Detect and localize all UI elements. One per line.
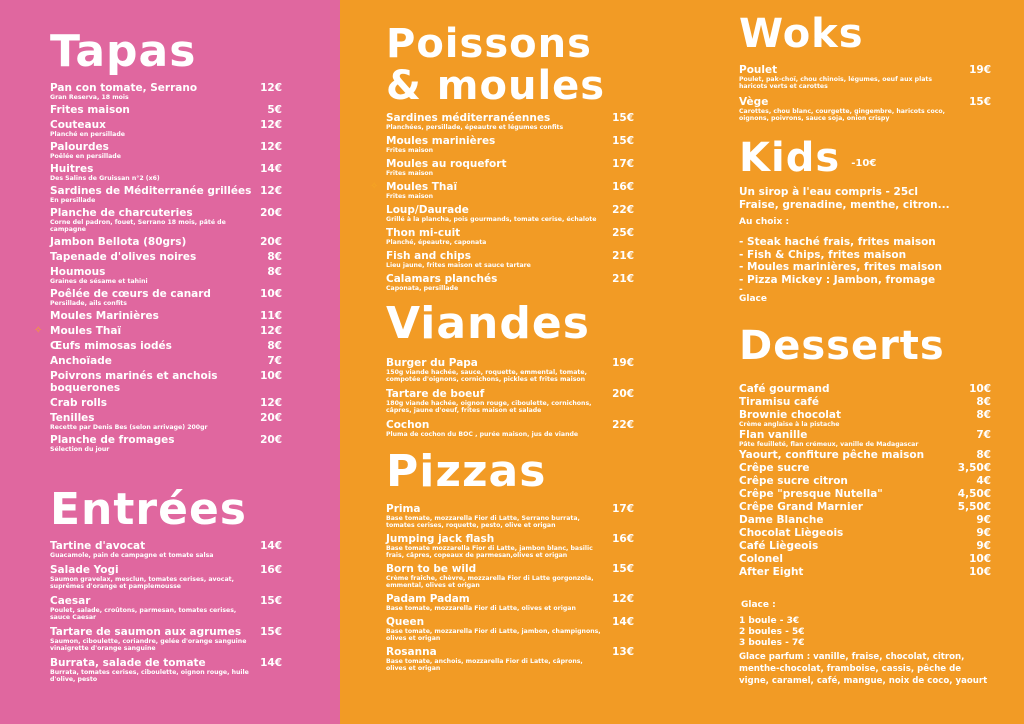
item-price: 11€ — [260, 310, 282, 322]
item-description: Planché en persillade — [50, 131, 125, 138]
item-name: Tenilles — [50, 412, 95, 424]
item-name: Dame Blanche — [739, 514, 824, 526]
item-description: Planchées, persillade, épeautre et légumes confits — [386, 124, 564, 131]
item-name: Burrata, salade de tomate — [50, 657, 206, 669]
menu-item — [50, 370, 282, 394]
item-name: Crêpe "presque Nutella" — [739, 488, 883, 500]
desserts-title: Desserts — [739, 323, 945, 369]
item-name: Born to be wild — [386, 563, 477, 575]
menu-item — [739, 429, 991, 448]
kids-price: -10€ — [851, 158, 877, 169]
menu-item — [50, 340, 282, 352]
item-price: 8€ — [267, 266, 282, 278]
item-description: Des Salins de Gruissan n°2 (x6) — [50, 175, 160, 182]
kids-dot: - — [739, 285, 743, 295]
item-description: Base tomate, mozzarella Fior di Latte, jambon, champignons, olives et origan — [386, 628, 601, 642]
menu-item — [34, 325, 282, 337]
item-description: 150g viande hachée, sauce, roquette, emmental, tomate, compotée d'oignons, cornichons, pickles et frites maison — [386, 369, 587, 383]
tapas-list — [34, 82, 282, 453]
item-name: Rosanna — [386, 646, 437, 658]
item-name: Houmous — [50, 266, 106, 278]
kids-option: - Steak haché frais, frites maison — [739, 236, 936, 248]
menu-item — [739, 96, 991, 122]
item-description: Poêlée en persillade — [50, 153, 121, 160]
item-description: Sélection du jour — [50, 446, 110, 453]
marker-icon: ✧ — [370, 181, 379, 192]
item-description: Caponata, persillade — [386, 285, 459, 292]
poissons-title-2: & moules — [386, 63, 606, 109]
item-price: 15€ — [612, 112, 634, 124]
item-name: Tartare de saumon aux agrumes — [50, 626, 242, 638]
item-price: 12€ — [260, 397, 282, 409]
item-price: 5,50€ — [957, 501, 991, 513]
item-description: Base tomate mozzarella Fior di Latte, jambon blanc, basilic frais, câpres, copeaux de parmesan,olives et origan — [386, 545, 593, 559]
item-name: Café Liègeois — [739, 540, 819, 552]
menu-item — [739, 553, 991, 565]
item-name: Prima — [386, 503, 421, 515]
item-description: Frites maison — [386, 170, 434, 177]
item-name: Moules marinières — [386, 135, 496, 147]
item-price: 17€ — [612, 503, 634, 515]
menu-item — [50, 540, 282, 559]
menu-item — [739, 475, 991, 487]
item-price: 12€ — [260, 141, 282, 153]
marker-icon: ✧ — [34, 325, 43, 336]
item-price: 15€ — [612, 135, 634, 147]
item-name: Crab rolls — [50, 397, 107, 409]
woks-title: Woks — [739, 11, 864, 57]
item-price: 19€ — [612, 357, 634, 369]
menu-item — [50, 412, 282, 431]
menu-item — [386, 135, 634, 154]
item-name: Salade Yogi — [50, 564, 119, 576]
item-description: Frites maison — [386, 147, 434, 154]
kids-line-1: Un sirop à l'eau compris - 25cl — [739, 186, 918, 198]
menu-item — [739, 527, 991, 539]
kids-option: - Pizza Mickey : Jambon, fromage — [739, 273, 936, 286]
item-name: Sardines méditerranéennes — [386, 112, 551, 124]
menu-item — [386, 533, 634, 559]
item-price: 12€ — [260, 82, 282, 94]
column-middle — [370, 0, 634, 672]
viandes-list — [386, 357, 634, 443]
item-description: Pâte feuilleté, flan crémeux, vanille de Madagascar — [739, 441, 919, 448]
item-price: 17€ — [612, 158, 634, 170]
menu-item — [50, 236, 282, 248]
item-name: Fish and chips — [386, 250, 471, 262]
glace-price-line: 1 boule - 3€ — [739, 616, 800, 626]
viandes-title: Viandes — [386, 298, 590, 349]
kids-option: - Fish & Chips, frites maison — [739, 248, 907, 261]
item-name: Padam Padam — [386, 593, 470, 605]
item-name: Caesar — [50, 595, 91, 607]
menu-item — [50, 595, 282, 621]
item-price: 15€ — [969, 96, 991, 108]
item-name: Jambon Bellota (80grs) — [50, 236, 187, 248]
item-description: Poulet, salade, croûtons, parmesan, tomates cerises, sauce Caesar — [50, 607, 237, 621]
pizzas-title: Pizzas — [386, 446, 547, 497]
item-price: 14€ — [612, 616, 634, 628]
item-name: Tartine d'avocat — [50, 540, 146, 552]
menu-item — [50, 626, 282, 652]
item-description: Frites maison — [386, 193, 434, 200]
item-name: Crêpe sucre citron — [739, 475, 848, 487]
item-name: Palourdes — [50, 141, 109, 153]
menu-item — [739, 501, 991, 513]
item-name: Crêpe Grand Marnier — [739, 501, 863, 513]
item-price: 15€ — [612, 563, 634, 575]
item-price: 8€ — [976, 409, 991, 421]
item-description: Saumon, ciboulette, coriandre, gelée d'orange sanguine vinaigrette d'orange sanguine — [50, 638, 247, 652]
item-name: Colonel — [739, 553, 783, 565]
item-price: 12€ — [260, 185, 282, 197]
glace-title: Glace : — [741, 600, 776, 610]
item-name: Moules Marinières — [50, 310, 159, 322]
item-price: 16€ — [260, 564, 282, 576]
menu-item — [50, 397, 282, 409]
item-description: Base tomate, anchois, mozzarella Fior di Latte, câprons, olives et origan — [386, 658, 583, 672]
item-name: Planche de charcuteries — [50, 207, 193, 219]
item-name: Queen — [386, 616, 425, 628]
item-price: 14€ — [260, 163, 282, 175]
kids-line-2: Fraise, grenadine, menthe, citron... — [739, 198, 950, 211]
menu-item — [739, 409, 991, 428]
item-price: 8€ — [267, 251, 282, 263]
item-name: Moules Thaï — [50, 325, 122, 337]
item-price: 7€ — [976, 429, 991, 441]
item-price: 16€ — [612, 181, 634, 193]
item-price: 21€ — [612, 250, 634, 262]
item-description: Planché, épeautre, caponata — [386, 239, 487, 246]
item-price: 20€ — [260, 236, 282, 248]
item-name: Couteaux — [50, 119, 106, 131]
menu-item — [50, 207, 282, 233]
item-price: 9€ — [976, 540, 991, 552]
menu-item — [50, 185, 282, 204]
item-description: Lieu jaune, frites maison et sauce tartare — [386, 262, 531, 269]
menu-item — [739, 396, 991, 408]
item-price: 25€ — [612, 227, 634, 239]
item-name: Vège — [739, 96, 769, 108]
menu-item — [50, 355, 282, 367]
menu-item — [50, 251, 282, 263]
menu-item — [386, 112, 634, 131]
menu-item — [386, 503, 634, 529]
item-name: Tartare de boeuf — [386, 388, 485, 400]
kids-choice: Au choix : — [739, 217, 790, 227]
item-price: 20€ — [260, 412, 282, 424]
menu-item — [739, 540, 991, 552]
item-name: Moules au roquefort — [386, 158, 507, 170]
item-description: Crème anglaise à la pistache — [739, 421, 840, 428]
menu-item — [386, 593, 634, 612]
item-name: Brownie chocolat — [739, 409, 842, 421]
item-price: 20€ — [260, 434, 282, 446]
item-name: Crêpe sucre — [739, 462, 810, 474]
menu-item — [739, 64, 991, 90]
menu-item — [50, 266, 282, 285]
item-description: Burrata, tomates cerises, ciboulette, oignon rouge, huile d'olive, pesto — [50, 669, 249, 683]
item-price: 5€ — [267, 104, 282, 116]
menu-item — [370, 181, 634, 200]
menu-item — [739, 462, 991, 474]
item-price: 9€ — [976, 514, 991, 526]
menu-item — [386, 616, 634, 642]
menu-item — [50, 119, 282, 138]
item-name: Planche de fromages — [50, 434, 175, 446]
poissons-list — [370, 112, 634, 292]
item-price: 16€ — [612, 533, 634, 545]
item-name: Anchoïade — [50, 355, 112, 367]
menu-item — [50, 564, 282, 590]
menu-item — [50, 288, 282, 307]
item-description: Guacamole, pain de campagne et tomate salsa — [50, 552, 214, 559]
menu-item — [50, 434, 282, 453]
item-price: 12€ — [260, 325, 282, 337]
column-left — [34, 0, 282, 683]
column-right — [739, 0, 991, 686]
glace-price-line: 2 boules - 5€ — [739, 627, 805, 637]
tapas-title: Tapas — [50, 26, 197, 77]
kids-options — [739, 236, 991, 286]
item-price: 4,50€ — [957, 488, 991, 500]
kids-glace: Glace — [739, 294, 767, 304]
menu-item — [386, 357, 634, 383]
menu-item — [739, 566, 991, 578]
item-price: 19€ — [969, 64, 991, 76]
item-price: 22€ — [612, 419, 634, 431]
item-name: Pan con tomate, Serrano — [50, 82, 198, 94]
menu-item — [386, 158, 634, 177]
entrees-title: Entrées — [50, 484, 247, 535]
item-name: After Eight — [739, 566, 804, 578]
item-name: Thon mi-cuit — [386, 227, 461, 239]
item-description: Saumon gravelax, mesclun, tomates cerises, avocat, suprêmes d'orange et pamplemousse — [50, 576, 234, 590]
item-name: Café gourmand — [739, 383, 830, 395]
item-price: 7€ — [267, 355, 282, 367]
item-name: Chocolat Liègeois — [739, 527, 844, 539]
item-description: Corne del padron, fouet, Serrano 18 mois, pâté de campagne — [50, 219, 226, 233]
glace-section — [739, 600, 991, 687]
item-price: 8€ — [976, 396, 991, 408]
menu-item — [386, 563, 634, 589]
item-price: 3,50€ — [957, 462, 991, 474]
menu-item — [386, 227, 634, 246]
menu-item — [739, 449, 991, 461]
menu-item — [50, 104, 282, 116]
menu-item — [386, 646, 634, 672]
item-price: 20€ — [612, 388, 634, 400]
item-price: 10€ — [969, 566, 991, 578]
item-description: Gran Reserva, 18 mois — [50, 94, 129, 101]
item-description: Persillade, ails confits — [50, 300, 127, 307]
menu-item — [50, 82, 282, 101]
menu-item — [50, 141, 282, 160]
glace-parfum: Glace parfum : vanille, fraise, chocolat, citron, menthe-chocolat, framboise, cassis, pêche de vigne, caramel, café, mangue, noix de coco, yaourt — [739, 652, 988, 686]
menu-item — [739, 488, 991, 500]
item-name: Burger du Papa — [386, 357, 478, 369]
item-price: 9€ — [976, 527, 991, 539]
kids-title: Kids — [739, 135, 841, 181]
item-description: En persillade — [50, 197, 96, 204]
item-description: Grillé à la plancha, pois gourmands, tomate cerise, échalote — [386, 216, 597, 223]
item-name: Loup/Daurade — [386, 204, 469, 216]
menu-item — [386, 204, 634, 223]
item-price: 13€ — [612, 646, 634, 658]
pizzas-list — [386, 503, 634, 676]
item-price: 12€ — [612, 593, 634, 605]
item-name: Flan vanille — [739, 429, 808, 441]
item-price: 14€ — [260, 540, 282, 552]
item-description: Base tomate, mozzarella Fior di Latte, olives et origan — [386, 605, 576, 612]
item-price: 12€ — [260, 119, 282, 131]
item-name: Poivrons marinés et anchois boquerones — [50, 370, 218, 394]
menu-item — [739, 383, 991, 395]
item-description: 180g viande hachée, oignon rouge, ciboulette, cornichons, câpres, jaune d'oeuf, frites maison et salade — [386, 400, 592, 414]
item-price: 22€ — [612, 204, 634, 216]
item-name: Moules Thaï — [386, 181, 458, 193]
item-description: Poulet, pak-choï, chou chinois, légumes, oeuf aux plats haricots verts et carottes — [739, 76, 933, 90]
item-description: Pluma de cochon du BOC , purée maison, jus de viande — [386, 431, 579, 438]
item-name: Poulet — [739, 64, 778, 76]
menu-item — [739, 514, 991, 526]
kids-section — [739, 135, 991, 305]
item-price: 10€ — [260, 288, 282, 300]
menu-item — [50, 163, 282, 182]
item-price: 21€ — [612, 273, 634, 285]
item-price: 20€ — [260, 207, 282, 219]
item-description: Carottes, chou blanc, courgette, gingembre, haricots coco, oignons, poivrons, sauce soja, onion crispy — [739, 108, 945, 122]
item-name: Tapenade d'olives noires — [50, 251, 197, 263]
item-price: 4€ — [976, 475, 991, 487]
menu-item — [386, 419, 634, 438]
item-price: 8€ — [267, 340, 282, 352]
item-description: Base tomate, mozzarella Fior di Latte, Serrano burrata, tomates cerises, roquette, pesto, olive et origan — [386, 515, 580, 529]
menu-item — [386, 273, 634, 292]
item-description: Recette par Denis Bes (selon arrivage) 200gr — [50, 424, 208, 431]
kids-option: - Moules marinières, frites maison — [739, 261, 942, 273]
item-name: Jumping jack flash — [386, 533, 495, 545]
glace-price-line: 3 boules - 7€ — [739, 638, 805, 648]
menu-item — [386, 388, 634, 414]
woks-list — [739, 64, 991, 122]
item-price: 10€ — [260, 370, 282, 382]
item-price: 8€ — [976, 449, 991, 461]
item-name: Huitres — [50, 163, 94, 175]
item-name: Tiramisu café — [739, 396, 819, 408]
menu-item — [386, 250, 634, 269]
menu-item — [50, 657, 282, 683]
item-name: Cochon — [386, 419, 430, 431]
menu-item — [50, 310, 282, 322]
item-price: 14€ — [260, 657, 282, 669]
poissons-title-1: Poissons — [386, 21, 592, 67]
item-price: 15€ — [260, 595, 282, 607]
item-name: Sardines de Méditerranée grillées — [50, 185, 252, 197]
item-price: 10€ — [969, 383, 991, 395]
item-description: Crème fraîche, chèvre, mozzarella Fior di Latte gorgonzola, emmental, olives et origan — [386, 575, 594, 589]
item-name: Frites maison — [50, 104, 130, 116]
item-price: 10€ — [969, 553, 991, 565]
item-name: Calamars planchés — [386, 273, 498, 285]
item-name: Poêlée de cœurs de canard — [50, 288, 211, 300]
desserts-list — [739, 383, 991, 579]
entrees-list — [50, 540, 282, 688]
item-description: Graines de sésame et tahini — [50, 278, 148, 285]
item-name: Œufs mimosas iodés — [50, 340, 172, 352]
item-price: 15€ — [260, 626, 282, 638]
glace-lines — [739, 616, 991, 649]
item-name: Yaourt, confiture pêche maison — [739, 449, 925, 461]
